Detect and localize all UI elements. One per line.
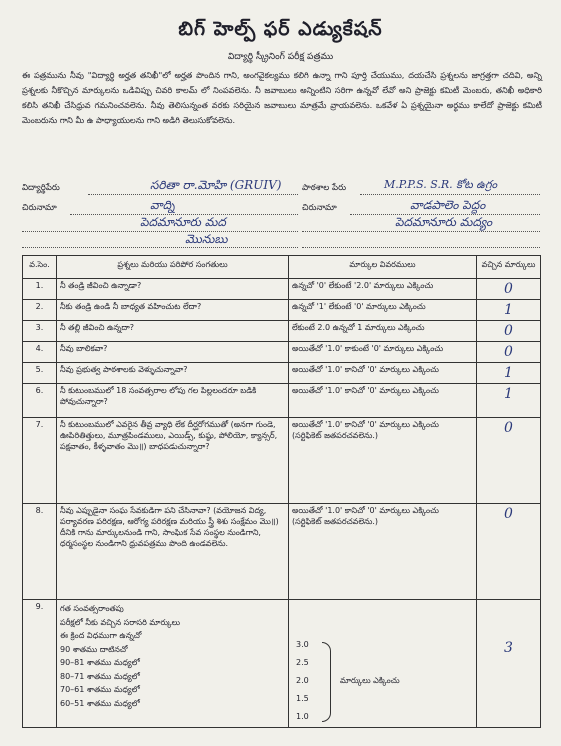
- grade-line: 90 శాతము దాటినచో: [60, 644, 128, 654]
- row-mark[interactable]: 0: [477, 418, 541, 504]
- scale-value: 3.0: [296, 640, 309, 649]
- school-address-value-2[interactable]: పెదమానూరు మద్యం: [395, 215, 493, 229]
- row-number: 6.: [23, 384, 57, 418]
- row-number: 3.: [23, 321, 57, 342]
- form-title: బిగ్ హెల్ప్ ఫర్ ఎడ్యుకేషన్: [178, 18, 383, 40]
- header-serial: వ.సెం.: [23, 256, 57, 279]
- scale-value: 2.0: [296, 676, 309, 685]
- table-header-row: [23, 256, 541, 279]
- school-name-label: పాఠశాల పేరు: [302, 183, 347, 193]
- grade-line: 70–61 శాతము మధ్యలో: [60, 685, 140, 694]
- row-number: 9.: [23, 600, 57, 728]
- row-number: 2.: [23, 300, 57, 321]
- row-question: నీ తండ్రి జీవించి ఉన్నాడా?: [57, 279, 289, 300]
- scale-label: మార్కులు ఎక్కించు: [340, 676, 400, 685]
- scale-brace: [322, 642, 331, 722]
- table-row: [23, 418, 541, 504]
- grade-line: పరీక్షలో నీకు వచ్చిన సరాసరి మార్కులు: [60, 617, 181, 627]
- student-name-value[interactable]: సరితా రా.మోహి (GRUIV): [150, 178, 282, 192]
- school-address-label: చిరునామా: [302, 203, 337, 213]
- grade-line: గత సంవత్సరాంతపు: [60, 604, 124, 613]
- table-row: [23, 321, 541, 342]
- table-row: [23, 342, 541, 363]
- row-mark[interactable]: 0: [477, 342, 541, 363]
- row-question: నీ తల్లి జీవించి ఉన్నదా?: [57, 321, 289, 342]
- table-row: [23, 363, 541, 384]
- table-row: [23, 600, 541, 728]
- row-marking: అయితేచో '1.0' కానిచో '0' మార్కులు ఎక్కించు: [292, 506, 439, 515]
- marks-scale: [292, 602, 473, 721]
- student-address-value-3[interactable]: మొనుబు: [185, 232, 228, 246]
- row-marking-cell: [289, 418, 477, 504]
- row-mark[interactable]: 0: [477, 321, 541, 342]
- form-subtitle: విద్యార్థి స్క్రీనింగ్ పరీక్ష పత్రము: [227, 52, 334, 62]
- grade-line: 60–51 శాతము మధ్యలో: [60, 698, 140, 708]
- table-row: [23, 504, 541, 600]
- row-number: 8.: [23, 504, 57, 600]
- scale-value: 1.5: [296, 694, 309, 703]
- row-mark[interactable]: 1: [477, 384, 541, 418]
- header-marking: మార్కుల వివరములు: [289, 256, 477, 279]
- table-row: [23, 279, 541, 300]
- row-marking-cell: [289, 504, 477, 600]
- student-address-line-3: [22, 247, 298, 248]
- row-marking: అయితేచో '1.0' కానిచో '0' మార్కులు ఎక్కించు: [289, 363, 477, 384]
- row-marking: ఉన్నచో '0' లేకుంటే '2.0' మార్కులు ఎక్కించు: [289, 279, 477, 300]
- scale-value: 2.5: [296, 658, 309, 667]
- row-question-grades: [57, 600, 289, 728]
- grade-line: 90–81 శాతము మధ్యలో: [60, 658, 140, 667]
- grade-line: 80–71 శాతము మధ్యలో: [60, 671, 140, 681]
- table-row: [23, 300, 541, 321]
- school-address-value-1[interactable]: వాడపాలెం పెద్దం: [410, 198, 486, 212]
- school-name-value[interactable]: M.P.P.S. S.R. కోట ఉగ్రం: [384, 178, 498, 191]
- row-question: నీవు బాలికవా?: [57, 342, 289, 363]
- row-number: 4.: [23, 342, 57, 363]
- row-mark[interactable]: 1: [477, 300, 541, 321]
- row-number: 5.: [23, 363, 57, 384]
- row-question: నీవు ఎప్పుడైనా సంఘ సేవకుడిగా పని చేసినావా? (వయోజన విద్య, పర్యావరణ పరిరక్షణ, ఆరోగ్య పరిరక్షణ మరియు స్త్రీ శిశు సంక్షేమం మొ॥) దీనికి గాను మార్కులనుండి గాని, సాంఘిక సేవ సంస్థల నుండిగాని, ధర్మసంస్థల నుండిగాని ధ్రువపత్రము పొంది ఉండవలెను.: [57, 504, 289, 600]
- student-address-value-1[interactable]: వాద్ని: [150, 198, 175, 212]
- row-number: 1.: [23, 279, 57, 300]
- row-marking: లేకుంటే 2.0 ఉన్నచో 1 మార్కులు ఎక్కించు: [289, 321, 477, 342]
- row-mark[interactable]: 3: [477, 600, 541, 728]
- school-address-line-3: [302, 247, 540, 248]
- row-question: నీకు తండ్రి ఉండి నీ బాధ్యత వహించుట లేదా?: [57, 300, 289, 321]
- grade-line: ఈ క్రింద విధముగా ఉన్నచో: [60, 631, 142, 640]
- row-mark[interactable]: 0: [477, 504, 541, 600]
- row-number: 7.: [23, 418, 57, 504]
- row-marking: అయితేచో '1.0' కానిచో '0' మార్కులు ఎక్కించు: [292, 420, 439, 429]
- row-marking-scale-cell: [289, 600, 477, 728]
- student-address-value-2[interactable]: పెదమానూరు మద: [140, 215, 226, 229]
- row-mark[interactable]: 0: [477, 279, 541, 300]
- questions-table: [22, 255, 541, 728]
- header-question: ప్రశ్నలు మరియు పరిపోర సంగతులు: [57, 256, 289, 279]
- header-marks: వచ్చిన మార్కులు: [477, 256, 541, 279]
- row-note: (సర్టిఫికెట్ జతపరచవలెను.): [292, 517, 379, 526]
- row-mark[interactable]: 1: [477, 363, 541, 384]
- row-marking: అయితేచో '1.0' కాకుంటే '0' మార్కులు ఎక్కించు: [289, 342, 477, 363]
- student-name-label: విద్యార్థిపేరు: [22, 183, 60, 193]
- student-address-label: చిరునామా: [22, 203, 57, 213]
- row-question: నీ కుటుంబములో ఎవరైన తీవ్ర వ్యాధి లేక దీర్ఘరోగముతో (అనగా గుండె, ఊపిరితిత్తులు, మూత్రపిండములు, ఎయిడ్స్, కుష్ఠు, పోలియో, క్యాన్సర్, పక్షవాతం, కీళ్ళవాతం మొ॥) బాధపడుచున్నారా?: [57, 418, 289, 504]
- row-note: (సర్టిఫికెట్ జతపరచవలెను.): [292, 431, 379, 440]
- row-question: నీవు ప్రభుత్వ పాఠశాలకు వెళ్ళుచున్నావా?: [57, 363, 289, 384]
- scale-value: 1.0: [296, 712, 309, 721]
- row-marking: అయితేచో '1.0' కానిచో '0' మార్కులు ఎక్కించు: [289, 384, 477, 418]
- table-row: [23, 384, 541, 418]
- row-marking: ఉన్నచో '1' లేకుంటే '0' మార్కులు ఎక్కించు: [289, 300, 477, 321]
- instructions-paragraph: ఈ పత్రమును నీవు "విద్యార్థి అర్హత తనిఖీ"లో అర్హత పొందిన గాని, అంగవైకల్యము కలిగి ఉన్నా గాని పూర్తి చేయుము, దయచేసి ప్రశ్నలను జాగ్రత్తగా చదివి, అన్ని ప్రశ్నలకు నీకొచ్చిన మార్కులను ఒడివిప్పు చివరి కాలమ్ లో నింపవలెను. నీ జవాబులు అన్నింటిని సరిగా ఉన్నవో లేవో అని ప్రాజెక్టు కమిటీ మెంబరు, తనిఖీ అధికారి కలిసి తనిఖీ చేసిధ్రువ గమనించవలెను. నీవు తెలిసున్నంత వరకు సరియైన జవాబులు మాత్రమే వ్రాయవలెను. ఒకవేళ ఏ ప్రశ్నయైనా అర్థము కాలేదో ప్రాజెక్టు కమిటీ మెంబరును గాని మీ ఉ పాధ్యాయులను గాని అడిగి తెలుసుకోవలెను.: [22, 70, 542, 125]
- school-name-line: [360, 194, 540, 195]
- row-question: నీ కుటుంబములో 18 సంవత్సరాల లోపు గల పిల్లలందరూ బడికి పోవుచున్నారా?: [57, 384, 289, 418]
